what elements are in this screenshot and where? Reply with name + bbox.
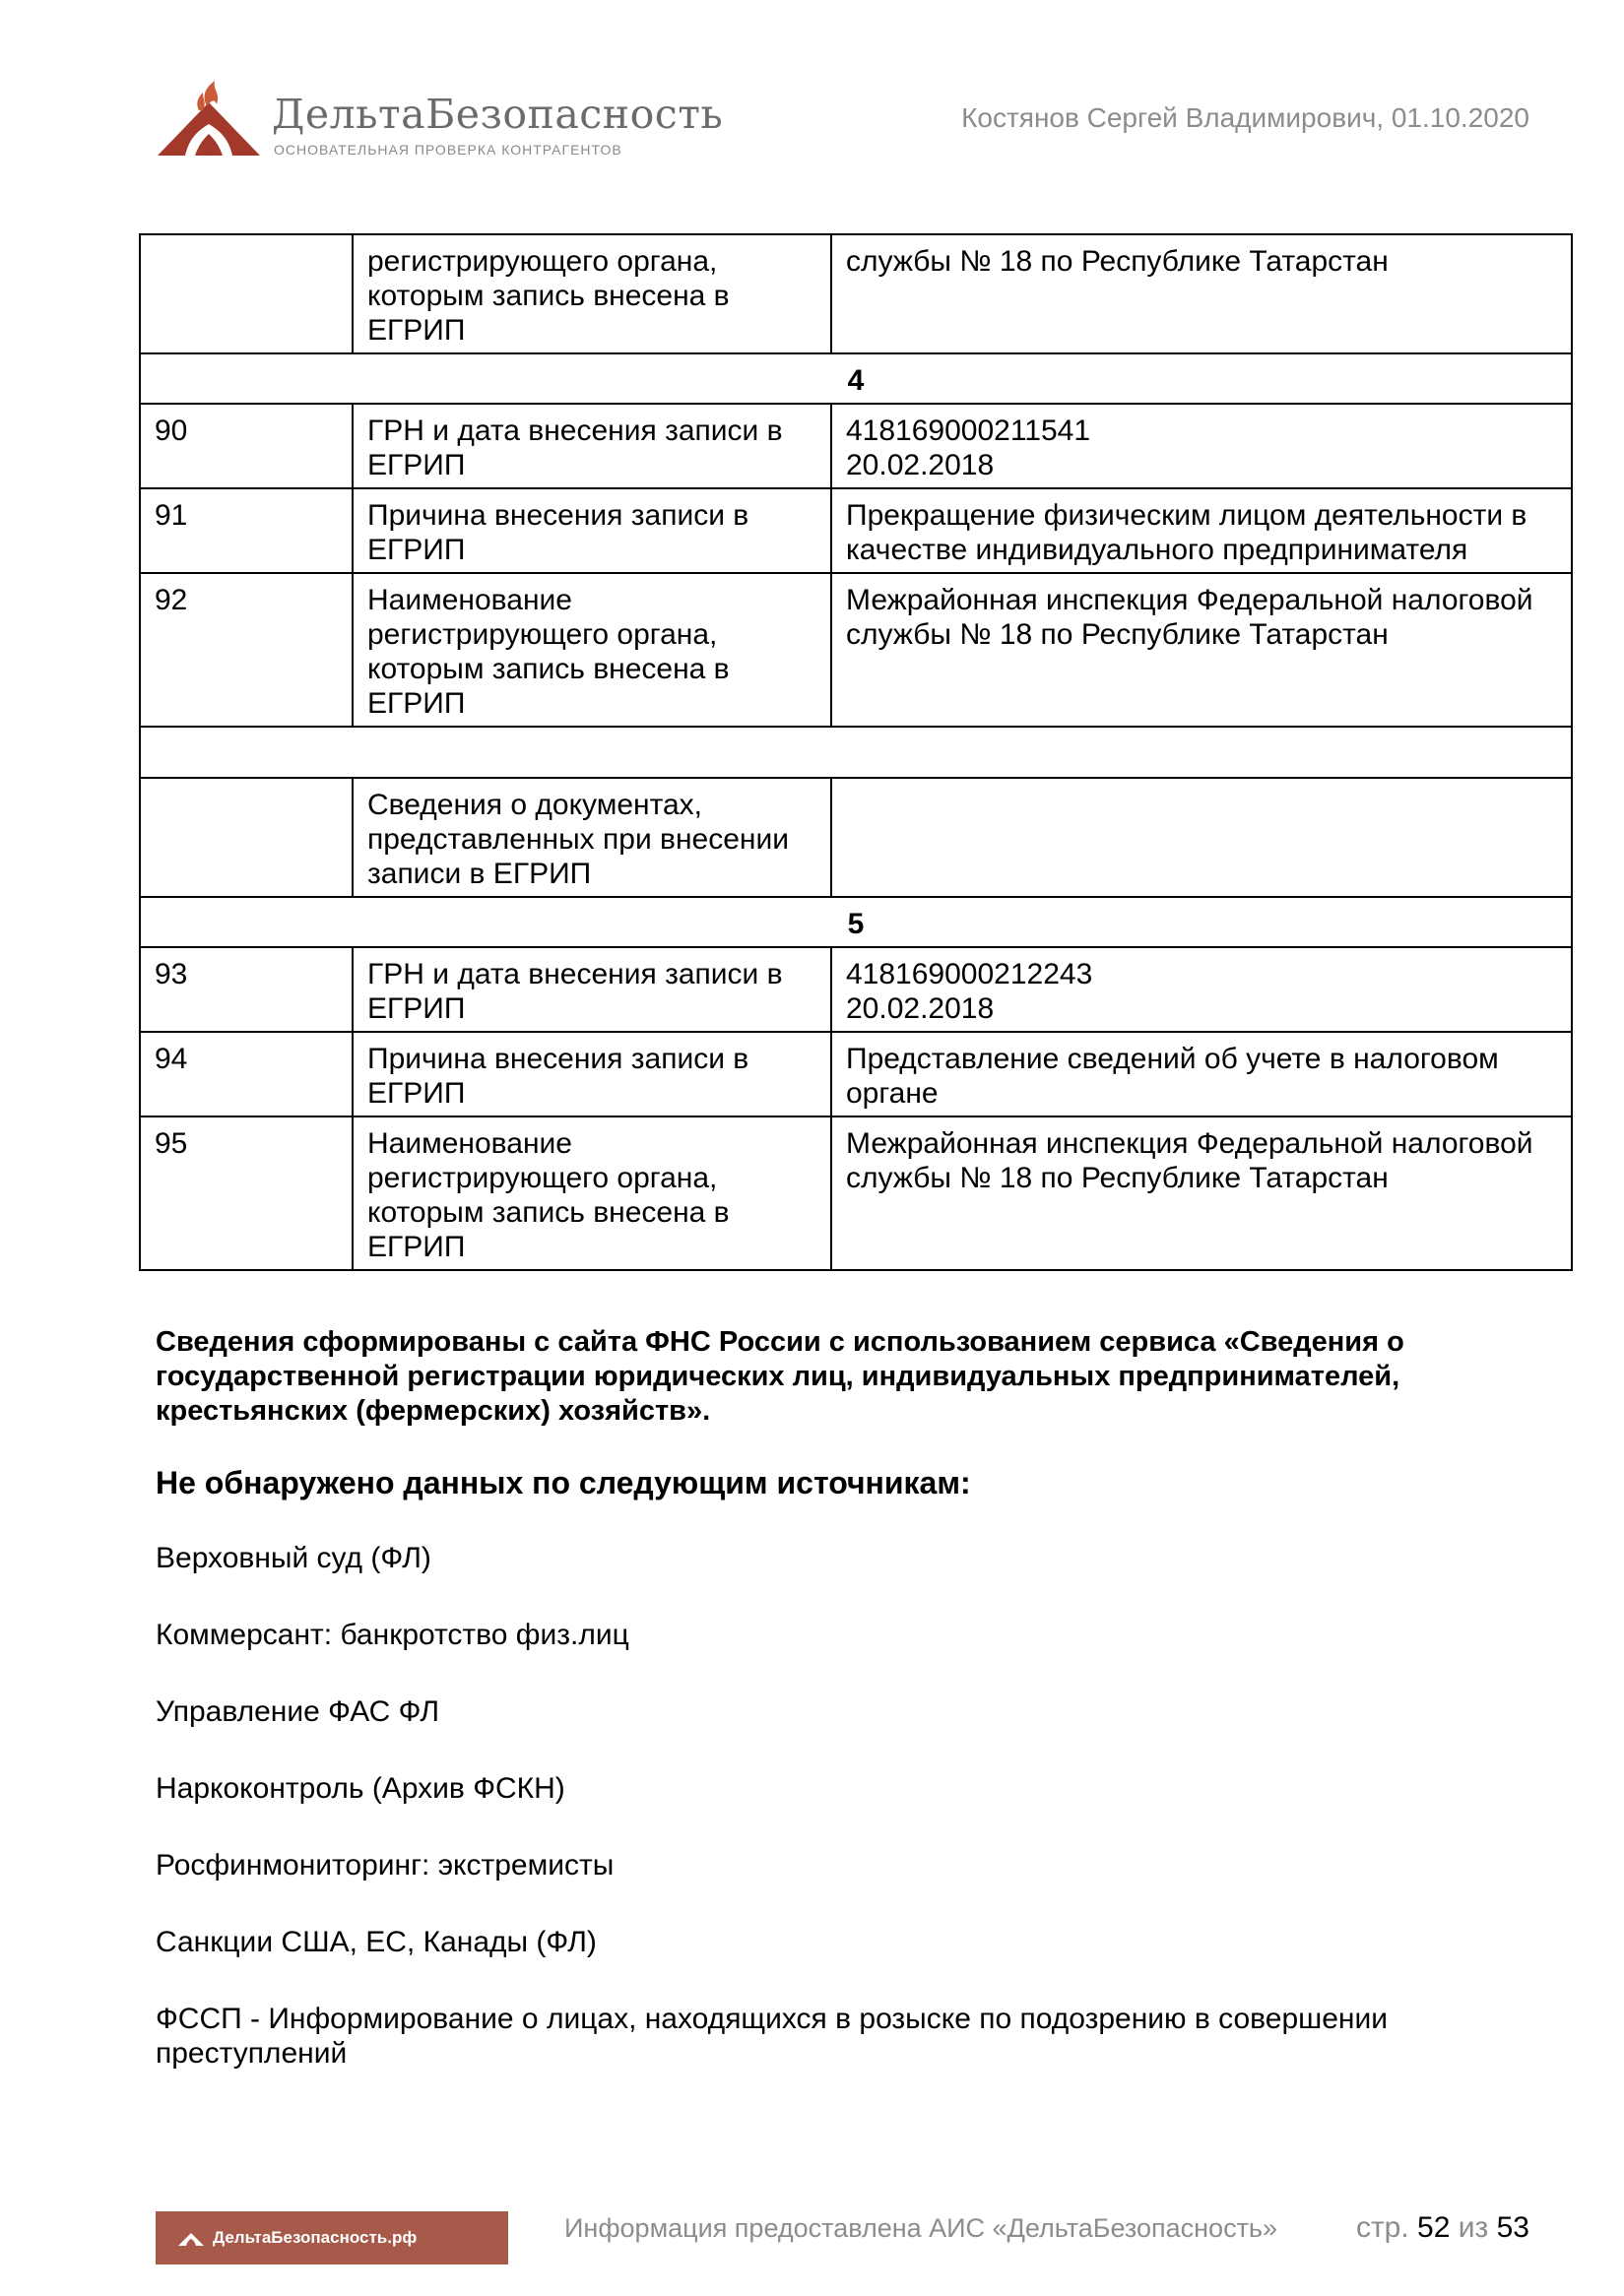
table-row [140, 488, 1572, 573]
page-total: 53 [1496, 2211, 1529, 2244]
source-note: Сведения сформированы с сайта ФНС России с использованием сервиса «Сведения о государственной регистрации юридических лиц, индивидуальных предпринимателей, крестьянских (фермерских) хозяйств». [156, 1326, 1404, 1427]
field-label: Наименование регистрирующего органа, которым запись внесена в ЕГРИП [353, 1116, 831, 1270]
list-item: Санкции США, ЕС, Канады (ФЛ) [156, 1926, 597, 1958]
section-row [140, 353, 1572, 404]
field-label: ГРН и дата внесения записи в ЕГРИП [353, 947, 831, 1032]
logo-tagline: ОСНОВАТЕЛЬНАЯ ПРОВЕРКА КОНТРАГЕНТОВ [274, 142, 622, 158]
table-row [140, 1032, 1572, 1116]
footer-info: Информация предоставлена АИС «ДельтаБезопасность» [564, 2213, 1278, 2243]
row-number: 94 [140, 1032, 353, 1116]
field-label: регистрирующего органа, которым запись внесена в ЕГРИП [353, 234, 831, 353]
field-value: службы № 18 по Республике Татарстан [831, 234, 1572, 353]
row-number: 95 [140, 1116, 353, 1270]
list-item: Управление ФАС ФЛ [156, 1695, 440, 1728]
flame-logo-icon [177, 2229, 205, 2247]
footer-brand-label: ДельтаБезопасность.рф [213, 2228, 418, 2247]
field-value: Межрайонная инспекция Федеральной налоговой службы № 18 по Республике Татарстан [831, 573, 1572, 727]
sources-list [156, 1541, 1534, 2113]
row-number: 92 [140, 573, 353, 727]
field-label: Причина внесения записи в ЕГРИП [353, 488, 831, 573]
flame-logo-icon [156, 77, 262, 159]
list-item: Коммерсант: банкротство физ.лиц [156, 1619, 629, 1651]
page-separator: из [1458, 2211, 1489, 2244]
field-value: Межрайонная инспекция Федеральной налоговой службы № 18 по Республике Татарстан [831, 1116, 1572, 1270]
field-label: ГРН и дата внесения записи в ЕГРИП [353, 404, 831, 488]
footer-brand-link[interactable] [156, 2211, 508, 2264]
field-label: Наименование регистрирующего органа, которым запись внесена в ЕГРИП [353, 573, 831, 727]
row-number: 90 [140, 404, 353, 488]
field-label: Причина внесения записи в ЕГРИП [353, 1032, 831, 1116]
row-number: 93 [140, 947, 353, 1032]
field-value [831, 778, 1572, 897]
report-subject-date: Костянов Сергей Владимирович, 01.10.2020 [961, 102, 1529, 133]
table-row [140, 778, 1572, 897]
row-number [140, 778, 353, 897]
field-value: 418169000211541 20.02.2018 [831, 404, 1572, 488]
table-row [140, 234, 1572, 353]
field-value: Прекращение физическим лицом деятельности в качестве индивидуального предпринимателя [831, 488, 1572, 573]
section-row [140, 897, 1572, 947]
field-value: Представление сведений об учете в налоговом органе [831, 1032, 1572, 1116]
list-item: Наркоконтроль (Архив ФСКН) [156, 1772, 565, 1805]
page-counter [1356, 2211, 1529, 2245]
page-prefix: стр. [1355, 2211, 1409, 2244]
table-row [140, 947, 1572, 1032]
section-number: 4 [140, 353, 1572, 404]
list-item: Росфинмониторинг: экстремисты [156, 1849, 615, 1881]
table-row [140, 404, 1572, 488]
spacer-row [140, 727, 1572, 778]
row-number [140, 234, 353, 353]
egrip-records-table [139, 233, 1573, 1271]
list-item: ФССП - Информирование о лицах, находящихся в розыске по подозрению в совершении преступлений [156, 2003, 1388, 2070]
table-row [140, 573, 1572, 727]
field-label: Сведения о документах, представленных при внесении записи в ЕГРИП [353, 778, 831, 897]
brand-logo [156, 77, 724, 167]
logo-title: ДельтаБезопасность [272, 91, 724, 138]
section-number: 5 [140, 897, 1572, 947]
table-body [140, 234, 1572, 1270]
sources-heading: Не обнаружено данных по следующим источникам: [156, 1465, 971, 1500]
table-row [140, 1116, 1572, 1270]
row-number: 91 [140, 488, 353, 573]
empty-cell [140, 727, 1572, 778]
list-item: Верховный суд (ФЛ) [156, 1542, 431, 1574]
page-current: 52 [1417, 2211, 1451, 2244]
field-value: 418169000212243 20.02.2018 [831, 947, 1572, 1032]
